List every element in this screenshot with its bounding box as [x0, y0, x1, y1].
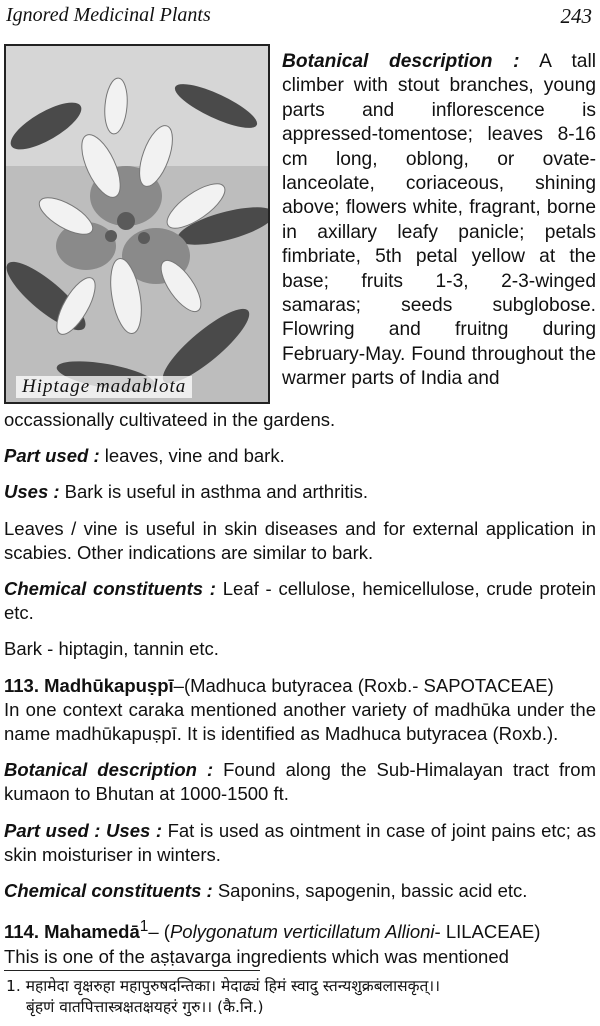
entry-113-heading [4, 674, 596, 698]
footnote [6, 976, 596, 1018]
botanical-description-2 [4, 758, 596, 806]
leaves-paragraph: Leaves / vine is useful in skin diseases and for external application in scabies. Other indications are similar to bark. [4, 517, 596, 563]
entry-dash: – ( [148, 921, 170, 943]
main-text [4, 408, 596, 969]
section-label: Part used : Uses : [4, 819, 163, 841]
section-label: Botanical description : [282, 51, 520, 72]
page-number: 243 [560, 4, 592, 28]
section-label: Chemical constituents : [4, 880, 213, 902]
section-text: Found along the Sub-Himalayan tract from kumaon to Bhutan at 1000-1500 ft. [4, 759, 597, 805]
entry-binomial: Polygonatum verticillatum Allioni [169, 921, 435, 943]
entry-title: Mahamedā [39, 921, 140, 943]
footnote-marker: 1 [139, 918, 149, 936]
plant-photo [4, 44, 270, 404]
part-used-uses-2 [4, 819, 596, 867]
plant-photo-image [6, 46, 268, 402]
section-label: Chemical constituents : [4, 578, 216, 600]
section-label: Part used : [4, 445, 100, 467]
uses-1 [4, 480, 596, 504]
entry-114-text: This is one of the aṣṭavarga ingredients which was mentioned [4, 945, 509, 967]
entry-number: 113. [4, 674, 39, 696]
section-text: Fat is used as ointment in case of joint pains etc; as skin moisturiser in winters. [4, 819, 597, 865]
entry-114-heading [4, 915, 596, 944]
entry-family: - LILACEAE) [434, 921, 541, 943]
chemical-constituents-1 [4, 577, 596, 625]
footnote-divider [4, 970, 260, 971]
section-text: Leaf - cellulose, hemicellulose, crude protein etc. [4, 578, 596, 624]
entry-title: Madhūkapuṣpī [39, 674, 174, 696]
part-used-1 [4, 444, 596, 468]
figure-caption: Hiptage madablota [16, 376, 192, 398]
running-title: Ignored Medicinal Plants [6, 4, 211, 26]
footnote-line-2: बृंहणं वातपित्तास्त्रक्षतक्षयहरं गुरु।। (कै.नि.) [26, 998, 264, 1016]
entry-number: 114. [4, 921, 39, 943]
section-label: Botanical description : [4, 759, 214, 781]
section-text: leaves, vine and bark. [99, 445, 285, 467]
page-header [6, 4, 594, 34]
botanical-description-1 [282, 50, 596, 392]
entry-binomial: –(Madhuca butyracea (Roxb.- SAPOTACEAE) [173, 674, 554, 696]
section-text: Saponins, sapogenin, bassic acid etc. [212, 880, 528, 902]
section-text: A tall climber with stout branches, young parts and inflorescence is appressed-tomentose; leaves 8-16 cm long, oblong, or ovate-lanceolate, coriaceous, shining above; flowers white, fragrant, borne in axillary leafy panicle; petals fimbriate, 5th petal yellow at the base; fruits 1-3, 2-3-winged samaras; seeds subglobose. Flowring and fruitng during February-May. Found throughout the warmer parts of India and [282, 51, 597, 390]
footnote-line-1: 1. महामेदा वृक्षरुहा महापुरुषदन्तिका। मेदाढ्यं हिमं स्वादु स्तन्यशुक्रबलासकृत्।। [6, 977, 441, 995]
bark-paragraph: Bark - hiptagin, tannin etc. [4, 638, 219, 660]
entry-113-text: In one context caraka mentioned another variety of madhūka under the name madhūkapuṣpī. It is identified as Madhuca butyracea (Roxb.). [4, 698, 596, 745]
section-label: Uses : [4, 481, 60, 503]
botanical-continuation: occassionally cultivateed in the gardens. [4, 409, 336, 430]
section-text: Bark is useful in asthma and arthritis. [59, 481, 368, 503]
chemical-constituents-2 [4, 879, 596, 903]
